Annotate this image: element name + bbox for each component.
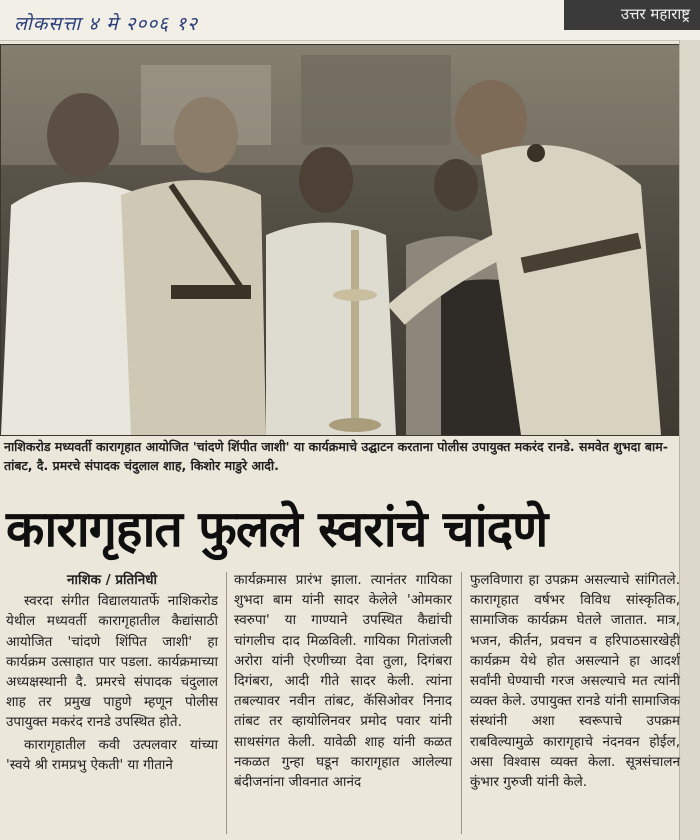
column1-paragraph-1: स्वरदा संगीत विद्यालयातर्फे नाशिकरोड येथील मध्यवर्ती कारागृहातील कैद्यांसाठी आयोजित 'चांदणे शिंपित जाशी' हा कार्यक्रम उत्साहात पार पडला. कार्यक्रमाच्या अध्यक्षस्थानी दै. प्रमरचे संपादक चंदुलाल शाह तर प्रमुख पाहुणे म्हणून पोलीस उपायुक्त मकरंद रानडे उपस्थित होते. — [6, 593, 218, 731]
dateline: नाशिक / प्रतिनिधी — [66, 572, 158, 588]
column-divider — [461, 572, 462, 834]
masthead-fragment: उत्तर महाराष्ट्र — [564, 0, 700, 30]
page-edge — [679, 40, 700, 840]
article-headline: कारागृहात फुलले स्वरांचे चांदणे — [6, 500, 548, 558]
article-column-1 — [6, 570, 218, 777]
column3-paragraph-1: फुलविणारा हा उपक्रम असल्याचे सांगितले. कारागृहात वर्षभर विविध सांस्कृतिक, सामाजिक कार्यक्रम घेतले जातात. मात्र, भजन, कीर्तन, प्रवचन व हरिपाठसारखेही कार्यक्रम येथे होत असल्याने हा आदर्श सर्वांनी घेण्याची गरज असल्याचे मत त्यांनी व्यक्त केले. उपायुक्त रानडे यांनी सामाजिक संस्थांनी अशा स्वरूपाचे उपक्रम राबविल्यामुळे कारागृहाचे नंदनवन होईल, असा विश्वास व्यक्त केला. सूत्रसंचालन कुंभार गुरुजी यांनी केले. — [470, 572, 680, 791]
top-strip — [0, 0, 700, 41]
column1-paragraph-2: कारागृहातील कवी उत्पलवार यांच्या 'स्वये श्री रामप्रभु ऐकती' या गीताने — [6, 736, 218, 773]
article-column-2 — [234, 570, 452, 794]
article-column-3 — [470, 570, 680, 794]
lamp-lighting-photo — [1, 45, 679, 435]
handwritten-date-note: लोकसत्ता ४ मे २००६ १२ — [14, 13, 198, 35]
column-divider — [226, 572, 227, 834]
photo-caption: नाशिकरोड मध्यवर्ती कारागृहात आयोजित 'चांदणे शिंपीत जाशी' या कार्यक्रमाचे उद्घाटन करताना पोलीस उपायुक्त मकरंद रानडे. समवेत शुभदा बाम-तांबट, दै. प्रमरचे संपादक चंदुलाल शाह, किशोर माडुरे आदी. — [4, 439, 668, 473]
column2-paragraph-1: कार्यक्रमास प्रारंभ झाला. त्यानंतर गायिका शुभदा बाम यांनी सादर केलेले 'ओमकार स्वरुपा' या गाण्याने उपस्थित कैद्यांची चांगलीच दाद मिळविली. गायिका गितांजली अरोरा यांनी ऐरणीच्या देवा तुला, दिगंबरा दिगंबरा, आदी गीते सादर केली. त्यांना तबल्यावर नवीन तांबट, कॅसिओवर निनाद तांबट तर व्हायोलिनवर प्रमोद पवार यांनी साथसंगत केली. यावेळी शाह यांनी कळत नकळत गुन्हा घडून कारागृहात आलेल्या बंदीजनांना जीवनात आनंद — [234, 572, 452, 791]
news-photo — [0, 44, 680, 436]
